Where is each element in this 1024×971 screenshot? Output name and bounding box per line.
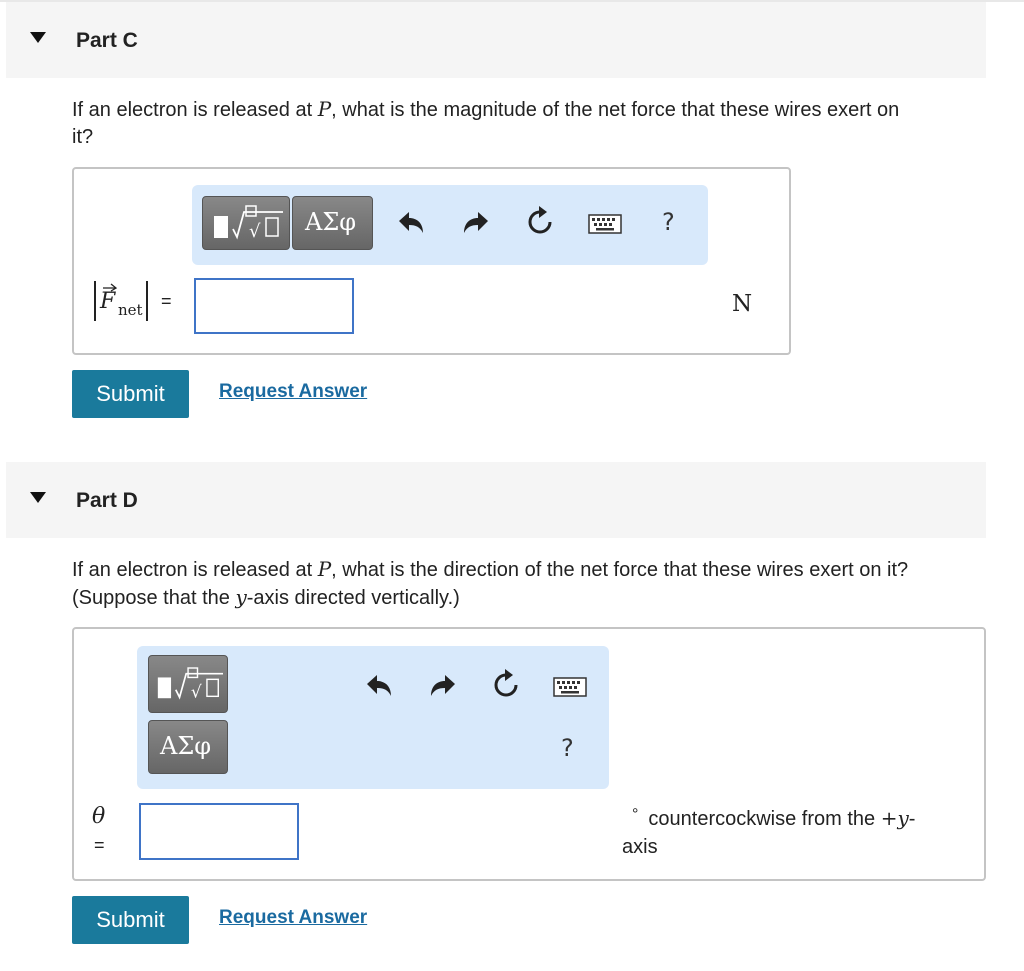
undo-icon[interactable] xyxy=(365,672,395,700)
part-d-header[interactable] xyxy=(6,462,986,538)
part-c-math-toolbar xyxy=(192,185,708,265)
part-c-title: Part C xyxy=(76,29,138,52)
undo-icon[interactable] xyxy=(397,209,427,237)
reset-icon[interactable] xyxy=(525,206,555,238)
greek-symbols-button[interactable]: ΑΣφ xyxy=(148,720,228,774)
var-p: P xyxy=(317,557,332,581)
part-d-request-answer-link[interactable]: Request Answer xyxy=(219,907,368,928)
part-d-submit-button[interactable]: Submit xyxy=(72,896,189,944)
degree-symbol: ° xyxy=(632,806,639,823)
templates-button[interactable] xyxy=(148,655,228,713)
templates-button[interactable] xyxy=(202,196,290,250)
svg-text:√: √ xyxy=(190,682,202,703)
reset-icon[interactable] xyxy=(491,669,521,701)
keyboard-icon[interactable] xyxy=(553,676,587,698)
part-c-variable-label: F net = xyxy=(92,279,174,325)
fnet-input[interactable] xyxy=(194,278,354,334)
theta-input[interactable] xyxy=(139,803,299,860)
svg-text:√: √ xyxy=(249,221,261,242)
part-c-submit-button[interactable]: Submit xyxy=(72,370,189,418)
part-c-answer-box xyxy=(72,167,791,355)
vector-arrow-icon xyxy=(102,282,118,292)
theta-symbol: θ xyxy=(92,804,106,829)
redo-icon[interactable] xyxy=(427,672,457,700)
var-y: y xyxy=(235,585,247,609)
help-icon[interactable]: ? xyxy=(662,208,675,236)
equals-sign: = xyxy=(94,835,105,855)
collapse-caret-icon[interactable] xyxy=(30,492,46,503)
direction-unit-label: ° countercockwise from the +y- axis xyxy=(622,806,916,858)
collapse-caret-icon[interactable] xyxy=(30,32,46,43)
redo-icon[interactable] xyxy=(460,209,490,237)
unit-newtons: N xyxy=(732,291,753,317)
templates-icon xyxy=(155,665,223,705)
var-p: P xyxy=(317,97,332,121)
templates-icon xyxy=(211,204,283,244)
part-c-question: If an electron is released at P, what is the magnitude of the net force that these wires exert on it? xyxy=(72,97,900,148)
part-d-question: If an electron is released at P, what is the direction of the net force that these wires exert on it? (Suppose that the y-axis directed vertically.) xyxy=(72,557,909,609)
greek-symbols-button[interactable]: ΑΣφ xyxy=(292,196,373,250)
keyboard-icon[interactable] xyxy=(588,213,622,235)
part-c-request-answer-link[interactable]: Request Answer xyxy=(219,381,368,402)
part-c-header[interactable] xyxy=(6,2,986,78)
help-icon[interactable]: ? xyxy=(561,734,574,762)
part-d-answer-box xyxy=(72,627,986,881)
part-d-title: Part D xyxy=(76,489,138,512)
part-d-math-toolbar xyxy=(137,646,609,789)
